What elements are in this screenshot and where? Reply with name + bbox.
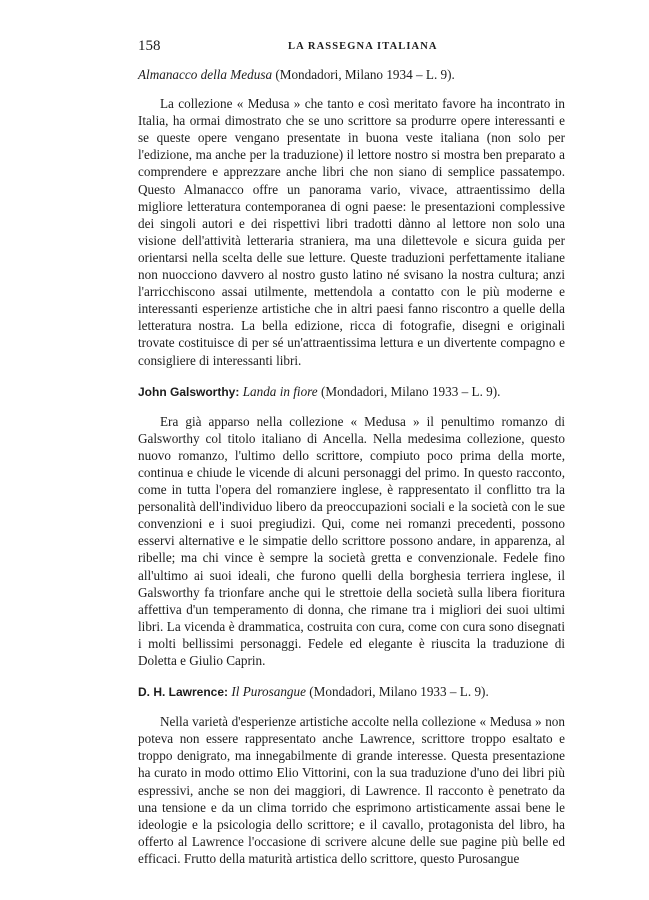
review-paragraph: La collezione « Medusa » che tanto e così meritato favore ha incontrato in Italia, ha ormai dimostrato che se uno scrittore sa produrre opere interessanti e se queste opere vengano presentate in buona veste italiana (non solo per l'edizione, ma anche per la traduzione) il lettore nostro si mostra ben preparato a comprendere e apprezzare anche libri che non siano di semplice passatempo. Questo Almanacco offre un panorama vario, vivace, attraentissimo della migliore letteratura contemporanea di ogni paese: le presentazioni complessive dei singoli autori e dei rispettivi libri tradotti dànno al lettore non solo una visione dell'attività letteraria straniera, ma una dilettevole e sicura guida per orientarsi nella scelta delle sue letture. Queste traduzioni perfettamente italiane non nuocciono davvero al nostro gusto latino né svisano la nostra cultura; anzi l'arricchiscono assai utilmente, mettendola a contatto con le più moderne e interessanti esperienze artistiche che in altri paesi fanno riscontro a quelle della letteratura nostra. La bella edizione, ricca di fotografie, disegni e originali trovate costituisce di per sé un'attraentissima lettura e un divertente compagno e consigliere di interessanti libri. [138,96,565,368]
review-paragraph: Era già apparso nella collezione « Medusa » il penultimo romanzo di Galsworthy col titolo italiano di Ancella. Nella medesima collezione, questo nuovo romanzo, l'ultimo dello scrittore, compiuto poco prima della morte, continua e chiude le vicende di alcuni personaggi del primo. In questo racconto, come in tutta l'opera del romanziere inglese, è rappresentato il conflitto tra la personalità dell'individuo libero da preoccupazioni sociali e la società con le sue convenzioni e i suoi pregiudizi. Qui, come nei romanzi precedenti, possono esservi alternative e le simpatie dello scrittore possono andare, in apparenza, al ribelle; ma chi vince è sempre la società gretta e convenzionale. Fedele fino all'ultimo ai suoi ideali, che furono quelli della borghesia terriera inglese, il Galsworthy fa trionfare anche qui le strettoie della società sulla libera fioritura affettiva d'un temperamento di donna, che rimane tra i migliori dei suoi ultimi libri. La vicenda è drammatica, costruita con cura, come con cura sono disegnati i molti bellissimi personaggi. Fedele ed elegante è riuscita la traduzione di Doletta e Giulio Caprin. [138,413,565,668]
review-heading [138,383,565,401]
author-name: John Galsworthy: [138,384,243,399]
book-title: Almanacco della Medusa [138,67,273,82]
book-title: Il Purosangue [231,684,306,700]
author-name: D. H. Lawrence: [138,685,232,700]
body-text [138,66,565,881]
review-paragraph: Nella varietà d'esperienze artistiche accolte nella collezione « Medusa » non poteva non essere rappresentato anche Lawrence, scrittore troppo esaltato e troppo denigrato, ma innegabilmente di grande interesse. Questa presentazione ha curato in modo ottimo Elio Vittorini, con la sua traduzione d'uno dei libri più espressivi, anche se non dei maggiori, di Lawrence. Il racconto è penetrato da una tensione e da un clima torrido che esprimono artisticamente assai bene le ideologie e la psicologia dello scrittore; e il cavallo, protagonista del libro, ha offerto al Lawrence l'occasione di scrivere alcune delle sue pagine più belle ed efficaci. Frutto della maturità artistica dello scrittore, questo Purosangue [138,714,565,866]
page-number: 158 [138,38,161,54]
page-header [138,38,565,58]
review-heading [138,683,565,701]
publication-info: (Mondadori, Milano 1933 – L. 9). [305,684,489,700]
running-title: LA RASSEGNA ITALIANA [288,41,438,52]
review-heading [138,66,565,83]
book-title: Landa in fiore [242,383,318,399]
publication-info: (Mondadori, Milano 1934 – L. 9). [272,67,455,82]
publication-info: (Mondadori, Milano 1933 – L. 9). [317,383,501,399]
